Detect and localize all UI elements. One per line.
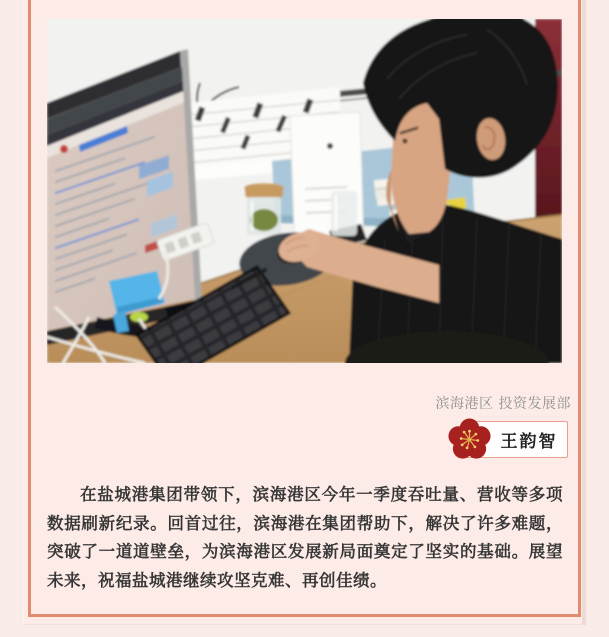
article-photo[interactable] (47, 19, 562, 363)
desk-photo-illustration (47, 19, 562, 363)
article-paragraph: 在盐城港集团带领下，滨海港区今年一季度吞吐量、营收等多项数据刷新纪录。回首过往，滨海港在集团帮助下，解决了许多难题，突破了一道道壁垒，为滨海港区发展新局面奠定了坚实的基础。展望未来，祝福盐城港继续攻坚克难、再创佳绩。 (47, 485, 563, 590)
photo-caption: 滨海港区 投资发展部 (435, 396, 571, 412)
author-name: 王韵智 (500, 432, 558, 452)
plum-blossom-icon (446, 416, 493, 463)
